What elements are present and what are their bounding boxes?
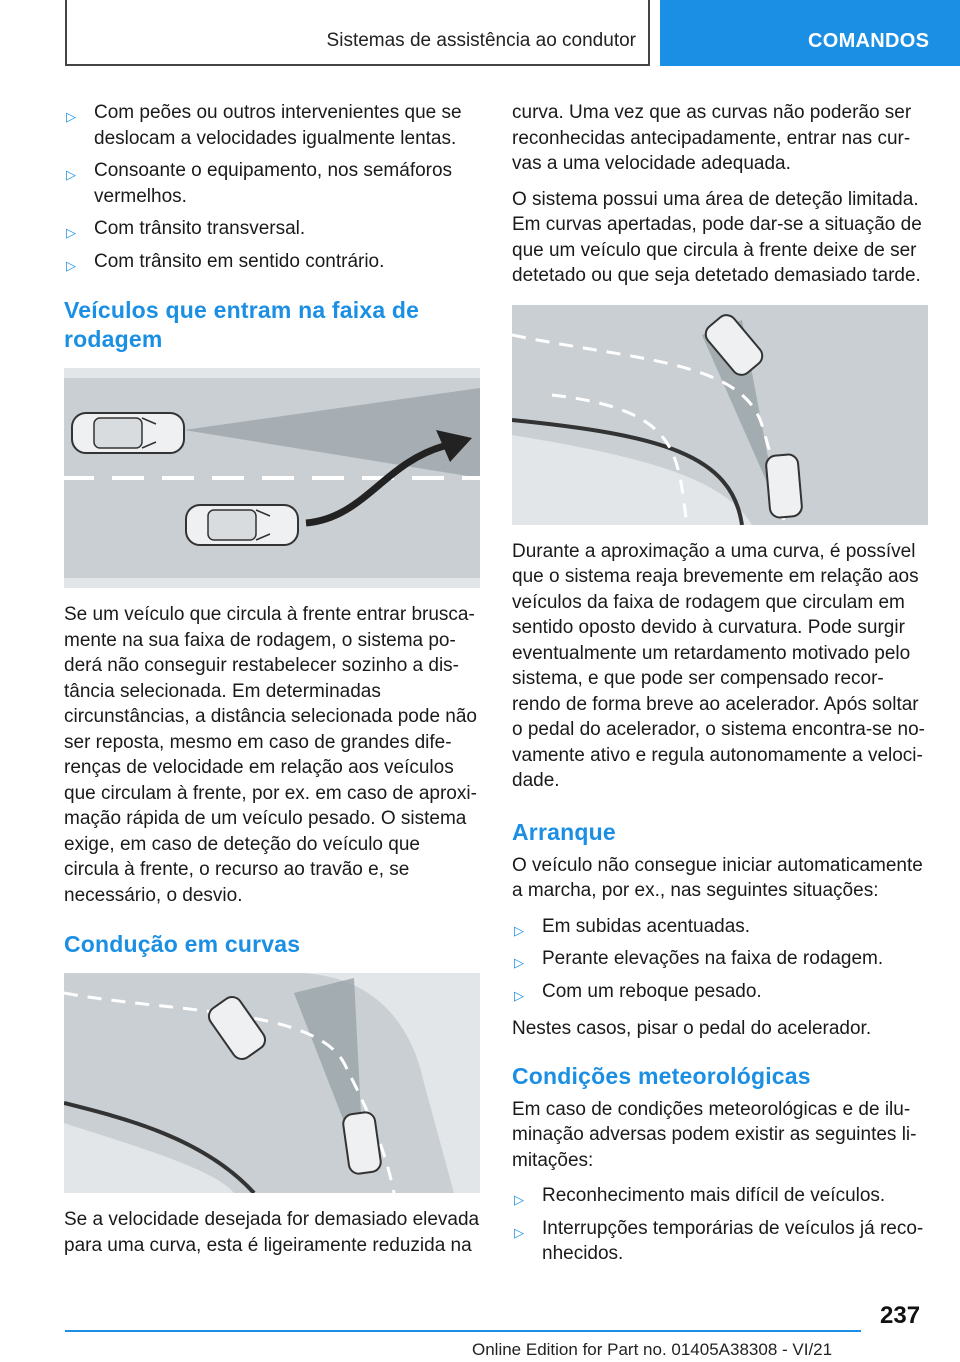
paragraph-oncoming-reaction: Durante a aproximação a uma curva, é possível que o sistema reaja brevemente em relação aos veículos da faixa de rodagem que circulam em sentido oposto devido à curvatura. Pode surgir eventualmente um retardamento motivado pelo sistema, e que pode ser compensado recor-rendo de forma breve ao acelerador. Após soltar o pedal do acelerador, o sistema encontra-se no-vamente ativo e regula autonomamente a veloci-dade. (512, 540, 925, 791)
paragraph-detection-area: O sistema possui uma área de deteção limitada. Em curvas apertadas, pode dar-se a situação de que um veículo que circula à frente deixe de ser detetado ou que seja detetado demasiado tarde. (512, 188, 922, 286)
bullet-triangle-icon: ▷ (514, 922, 524, 938)
bullet-list-weather (512, 1183, 928, 1267)
heading-weather: Condições meteorológicas (512, 1062, 811, 1089)
list-item: ▷ Com trânsito em sentido contrário. (64, 249, 480, 275)
page-number: 237 (880, 1302, 921, 1329)
left-column (64, 100, 480, 1268)
bullet-triangle-icon: ▷ (514, 955, 524, 970)
heading-start: Arranque (512, 818, 616, 845)
heading-vehicles-entering-lane: Veículos que entram na faixa de rodagem (64, 297, 420, 352)
list-item: ▷ Interrupções temporárias de veículos já reco-nhecidos. (514, 1217, 924, 1264)
bullet-triangle-icon: ▷ (514, 1192, 524, 1207)
bullet-triangle-icon: ▷ (66, 257, 76, 273)
list-item: ▷ Perante elevações na faixa de rodagem. (512, 946, 928, 972)
car-own-in-curve (342, 1111, 382, 1175)
car-own-approaching (765, 453, 802, 518)
paragraph-cut-in: Se um veículo que circula à frente entrar brusca-mente na sua faixa de rodagem, o sistema po-derá não conseguir restabelecer sozinho a dis-tância selecionada. Em determinadas circunstâncias, a distância selecionada pode não ser reposta, mesmo em caso de grandes dife-renças de velocidade em relação aos veículos que circulam à frente, por ex. em caso de aproxi-mação rápida de um veículo pesado. O sistema exige, em caso de deteção do veículo que circula à frente, o recurso ao travão e, se necessário, o desvio. (64, 604, 477, 906)
paragraph-start: O veículo não consegue iniciar automaticamente a marcha, por ex., nas seguintes situações: (512, 854, 923, 901)
bullet-triangle-icon: ▷ (66, 167, 76, 182)
bullet-triangle-icon: ▷ (66, 225, 76, 240)
list-item: ▷ Com peões ou outros intervenientes que se deslocam a velocidades igualmente lentas. (66, 102, 462, 149)
figure-curve-right (512, 305, 928, 525)
list-item: ▷ Com um reboque pesado. (512, 979, 928, 1005)
bullet-triangle-icon: ▷ (514, 1224, 524, 1240)
bullet-list-top (64, 100, 480, 274)
chapter-tab[interactable] (660, 0, 960, 66)
header-section-box (65, 0, 650, 66)
figure-curve-left (64, 973, 480, 1193)
paragraph-curve-continued: curva. Uma vez que as curvas não poderão ser reconhecidas antecipadamente, entrar nas cur-vas a uma velocidade adequada. (512, 102, 912, 174)
footer-edition: Online Edition for Part no. 01405A38308 - VI/21 (472, 1340, 833, 1359)
list-item: ▷ Em subidas acentuadas. (512, 914, 928, 940)
bullet-triangle-icon: ▷ (514, 987, 524, 1003)
list-item: ▷ Consoante o equipamento, nos semáforos vermelhos. (66, 160, 453, 207)
bullet-list-start (512, 914, 928, 1005)
paragraph-weather: Em caso de condições meteorológicas e de ilu-minação adversas podem existir as seguintes li-mitações: (512, 1098, 917, 1171)
right-column (512, 100, 928, 1279)
list-item: ▷ Reconhecimento mais difícil de veículos. (512, 1183, 928, 1209)
chapter-tab-label: COMANDOS (808, 30, 930, 52)
figure-vehicle-cut-in (64, 368, 480, 588)
list-item: ▷ Com trânsito transversal. (64, 216, 480, 242)
car-own (186, 505, 298, 545)
paragraph-accelerator: Nestes casos, pisar o pedal do acelerador. (512, 1018, 872, 1039)
section-title: Sistemas de assistência ao condutor (326, 30, 636, 51)
paragraph-curve-speed: Se a velocidade desejada for demasiado elevada para uma curva, esta é ligeiramente reduzida na (64, 1209, 480, 1256)
heading-curve-driving: Condução em curvas (64, 931, 301, 957)
bullet-triangle-icon: ▷ (66, 109, 76, 124)
car-ahead (72, 413, 184, 453)
footer-divider (65, 1330, 861, 1332)
